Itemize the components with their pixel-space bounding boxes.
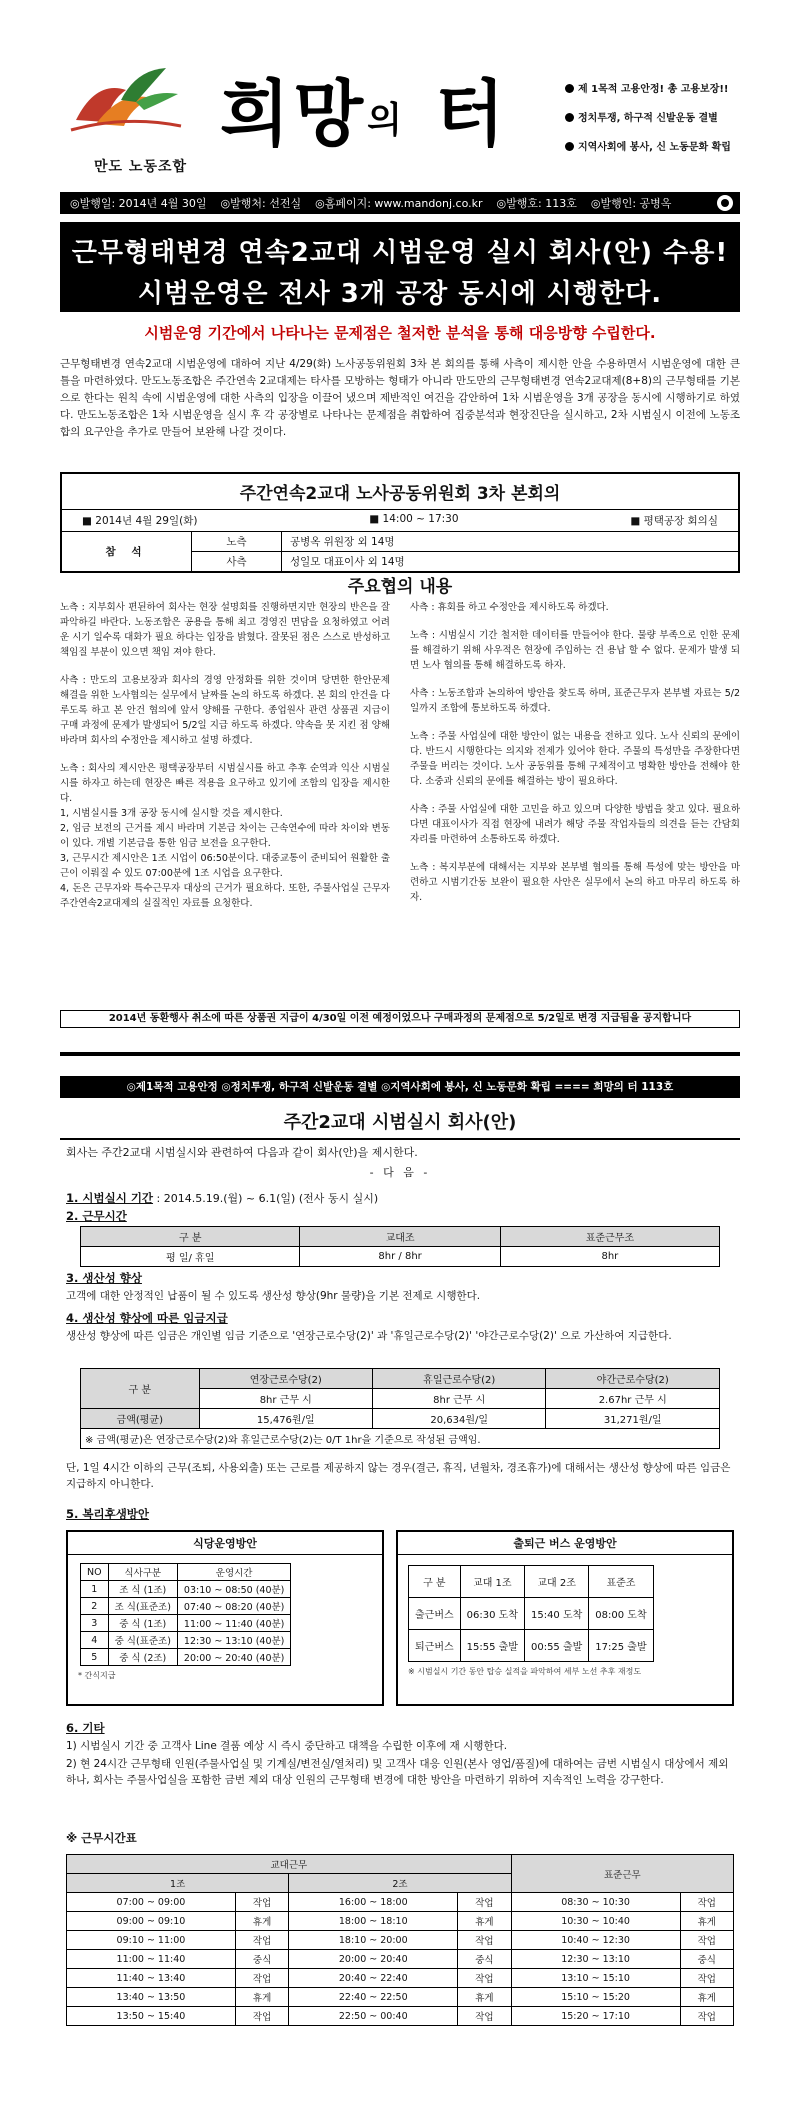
section-title: 주요협의 내용 bbox=[347, 577, 453, 597]
meeting-info-box bbox=[60, 472, 740, 573]
bullet-icon bbox=[565, 113, 574, 122]
headline-line-1: 근무형태변경 연속2교대 시범운영 실시 회사(안) 수용! bbox=[71, 238, 729, 268]
discussion-right-column bbox=[410, 600, 740, 924]
issue-number: ◎발행호: 113호 bbox=[496, 197, 577, 210]
discussion-left-column bbox=[60, 600, 390, 924]
discussion-paragraph: 사측 : 노동조합과 논의하여 방안을 찾도록 하며, 표준근무자 본부별 자료는 5/2일까지 조합에 통보하도록 하겠다. bbox=[410, 688, 740, 714]
newsletter-title bbox=[220, 71, 509, 156]
work-schedule-label: ※ 근무시간표 bbox=[66, 1831, 137, 1845]
item-1: 1. 시범실시 기간 : 2014.5.19.(월) ~ 6.1(일) (전사 동시 실시) bbox=[66, 1191, 379, 1205]
attendees bbox=[62, 532, 738, 571]
table-row: 퇴근버스 15:55 출발 00:55 출발 17:25 출발 bbox=[409, 1630, 654, 1662]
intro-paragraph: 근무형태변경 연속2교대 시범운영에 대하여 지난 4/29(화) 노사공동위원회 3차 본 회의를 통해 사측이 제시한 안을 수용하면서 시범운영에 대한 큰 틀을 마련하였다. 만도노동조합은 주간연속 2교대제는 타사를 모방하는 형태가 아니라 만도만의 근무형태변경 연속2교대제(8+8)의 근무형태를 기본으로 한다는 원칙 속에 시범운영에 대한 사측의 입장을 이끌어 냈으며 제반적인 여건을 감안하여 1차 시범운영을 3개 공장을 동시에 시행하기로 하였다. 만도노동조합은 1차 시범운영을 실시 후 각 공장별로 나타나는 문제점을 취합하여 집중분석과 현장진단을 실시하고, 2차 시범실시 이전에 노동조합의 요구안을 추가로 만들어 보완해 나갈 것이다. bbox=[60, 358, 740, 438]
table-row: 11:40 ~ 13:40 작업 20:40 ~ 22:40 작업 13:10 ~ 15:10 작업 bbox=[67, 1969, 734, 1988]
emblem-icon bbox=[716, 194, 734, 212]
meeting-title: 주간연속2교대 노사공동위원회 3차 본회의 bbox=[62, 474, 738, 510]
issue-date: ◎발행일: 2014년 4월 30일 bbox=[70, 197, 207, 210]
item-4: 4. 생산성 향상에 따른 임금지급 bbox=[66, 1311, 228, 1325]
page2-dau: - 다 음 - bbox=[369, 1166, 431, 1179]
page2-title: 주간2교대 시범실시 회사(안) bbox=[60, 1108, 740, 1140]
item-6-text-2: 2) 현 24시간 근무형태 인원(주물사업실 및 기계실/변전실/열처리) 및 고객사 대응 인원(본사 영업/품질)에 대하여는 금번 시범실시 대상에서 제외하나, 회사는 주물사업실을 포함한 금번 제외 대상 인원의 근무형태 변경에 대한 방안을 마련하기 위하여 지속적인 노력을 강구한다. bbox=[66, 1758, 729, 1786]
subheadline: 시범운영 기간에서 나타나는 문제점은 철저한 분석을 통해 대응방향 수립한다. bbox=[144, 324, 656, 342]
attendee-row-union: 노측 공병옥 위원장 외 14명 bbox=[192, 532, 738, 552]
headline-box bbox=[60, 222, 740, 312]
item-6-text-1: 1) 시범실시 기간 중 고객사 Line 결품 예상 시 즉시 중단하고 대책을 수립한 이후에 재 시행한다. bbox=[66, 1740, 508, 1752]
meeting-time: ■ 14:00 ~ 17:30 bbox=[369, 513, 459, 525]
editor: ◎발행인: 공병옥 bbox=[590, 197, 672, 210]
item-3-text: 고객에 대한 안정적인 납품이 될 수 있도록 생산성 향상(9hr 물량)을 기본 전제로 시행한다. bbox=[66, 1290, 481, 1302]
slogan-list bbox=[565, 80, 745, 167]
table-row: 5 중 식 (2조) 20:00 ~ 20:40 (40분) bbox=[81, 1649, 291, 1666]
slogan-item: 제 1목적 고용안정! 총 고용보장!! bbox=[565, 80, 745, 95]
masthead bbox=[60, 40, 740, 188]
table-row: 3 중 식 (1조) 11:00 ~ 11:40 (40분) bbox=[81, 1615, 291, 1632]
discussion-paragraph: 사측 : 주물 사업실에 대한 고민을 하고 있으며 다양한 방법을 찾고 있다. 필요하다면 대표이사가 직접 현장에 내려가 해당 주물 작업자들의 의견을 듣는 간담회 자리를 마련하여 소통하도록 하겠다. bbox=[410, 804, 740, 845]
table-row: 출근버스 06:30 도착 15:40 도착 08:00 도착 bbox=[409, 1598, 654, 1630]
bus-table: 구 분 교대 1조 교대 2조 표준조 출근버스 06:30 도착 15:40 도착 08:00 도착 퇴근버스 15:55 출발 00:55 출발 17:25 출발 bbox=[408, 1565, 654, 1662]
discussion-paragraph: 노측 : 복지부분에 대해서는 지부와 본부별 협의를 통해 특성에 맞는 방안을 마련하고 시범기간동 보완이 필요한 사안은 실무에서 논의 하고 마무리 하도록 하자. bbox=[410, 862, 740, 903]
table-row: 2 조 식(표준조) 07:40 ~ 08:20 (40분) bbox=[81, 1598, 291, 1615]
meeting-details-row bbox=[62, 510, 738, 532]
item-5: 5. 복리후생방안 bbox=[66, 1507, 150, 1521]
table-row: 13:50 ~ 15:40 작업 22:50 ~ 00:40 작업 15:20 ~ 17:10 작업 bbox=[67, 2007, 734, 2026]
bus-note: ※ 시범실시 기간 동안 탑승 실적을 파악하여 세부 노선 추후 재정도 bbox=[408, 1667, 642, 1676]
attendee-row-company: 사측 성일모 대표이사 외 14명 bbox=[192, 552, 738, 571]
item-4-extra: 단, 1일 4시간 이하의 근무(조퇴, 사용외출) 또는 근로를 제공하지 않는 경우(결근, 휴직, 년월차, 경조휴가)에 대해서는 생산성 향상에 따른 임금은 지급하지 아니한다. bbox=[66, 1462, 731, 1490]
item-2: 2. 근무시간 bbox=[66, 1209, 127, 1223]
title-part-b: 의 bbox=[367, 99, 406, 141]
page2-banner: ◎제1목적 고용안정 ◎정치투쟁, 하구적 신발운동 결별 ◎지역사회에 봉사, 신 노동문화 확립 ==== 희망의 터 113호 bbox=[60, 1076, 740, 1098]
cafeteria-box bbox=[66, 1530, 384, 1706]
headline-line-2: 시범운영은 전사 3개 공장 동시에 시행한다. bbox=[137, 279, 663, 309]
attendees-label: 참 석 bbox=[62, 532, 192, 571]
item-6: 6. 기타 bbox=[66, 1721, 105, 1735]
slogan-item: 정치투쟁, 하구적 신발운동 결별 bbox=[565, 109, 745, 124]
bus-box bbox=[396, 1530, 734, 1706]
publication-info-bar bbox=[60, 192, 740, 214]
discussion-paragraph: 노측 : 주물 사업실에 대한 방안이 없는 내용을 전하고 있다. 노사 신뢰의 문에이다. 반드시 시행한다는 의지와 전제가 있어야 한다. 주물의 특성만을 주장한다면 주물을 버리는 것이다. 노사 공동위를 통해 구체적이고 명확한 방안을 전해야 한다. 소중과 신뢰의 문에를 해결하는 방이 필요하다. bbox=[410, 731, 740, 787]
discussion-paragraph: 노측 : 지부회사 편된하여 회사는 현장 설명회를 진행하면지만 현장의 반은을 잘 파악하길 바란다. 노동조합은 공용을 통해 최고 경영진 면담을 요청하였고 어려운 시기 일수록 대화가 필요 하다는 입장을 밝혔다. 잘못된 점은 스스로 반성하고 책임질 부분이 있으면 책임 져야 한다. bbox=[60, 602, 390, 658]
title-part-c: 터 bbox=[434, 71, 509, 156]
homepage-link[interactable]: ◎홈페이지: www.mandonj.co.kr bbox=[315, 197, 483, 210]
wage-table: 구 분 연장근로수당(2) 휴일근로수당(2) 야간근로수당(2) 8hr 근무 시 8hr 근무 시 2.67hr 근무 시 금액(평균) 15,476원/일 20,634원/일 31,271원/일 ※ 금액(평균)은 연장근로수당(2)와 휴일근로수당(2)는 0/T 1hr을 기준으로 작성된 금액임. bbox=[80, 1368, 720, 1449]
bullet-icon bbox=[565, 84, 574, 93]
table-row: 13:40 ~ 13:50 휴게 22:40 ~ 22:50 휴게 15:10 ~ 15:20 휴게 bbox=[67, 1988, 734, 2007]
union-name: 만도 노동조합 bbox=[94, 159, 188, 175]
table-row: 09:00 ~ 09:10 휴게 18:00 ~ 18:10 휴게 10:30 ~ 10:40 휴게 bbox=[67, 1912, 734, 1931]
cafeteria-table: NO 식사구분 운영시간 1 조 식 (1조) 03:10 ~ 08:50 (40분) 2 조 식(표준조) 07:40 ~ 08:20 (40분) 3 중 식 (1조) 11:00 ~ 11:40 (40분) 4 중 식(표준조) 12:30 ~ 13:10 (40분) 5 중 식 (2조) 20:00 ~ 20:40 (40분) bbox=[80, 1563, 291, 1666]
discussion-paragraph: 노측 : 회사의 제시안은 평택공장부터 시범실시를 하고 추후 순역과 익산 시범실시를 하자고 하는데 현장은 빠른 적용을 요구하고 있기에 조합의 입장을 제시한다. 1, 시범실시를 3개 공장 동시에 실시할 것을 제시한다. 2, 임금 보전의 근거를 제시 바라며 기본급 차이는 근속연수에 따라 차이와 변동이 있다. 개별 기본급을 통한 임금 보전을 요구한다. 3, 근무시간 제시안은 1조 시업이 06:50분이다. 대중교통이 준비되어 원활한 출근이 이뤄질 수 있도 07:00분에 1조 시업을 요구한다. 4, 돈은 근무자와 특수근무자 대상의 근거가 필요하다. 또한, 주물사업실 근무자 주간연속2교대제의 실질적인 자료를 요청한다. bbox=[60, 763, 390, 909]
item-3: 3. 생산성 향상 bbox=[66, 1271, 142, 1285]
table-row: 1 조 식 (1조) 03:10 ~ 08:50 (40분) bbox=[81, 1581, 291, 1598]
publisher: ◎발행처: 선전실 bbox=[220, 197, 302, 210]
table-row: 4 중 식(표준조) 12:30 ~ 13:10 (40분) bbox=[81, 1632, 291, 1649]
hours-table: 구 분 교대조 표준근무조 평 일/ 휴일 8hr / 8hr 8hr bbox=[80, 1226, 720, 1267]
title-part-a: 희망 bbox=[220, 71, 368, 156]
item-4-text: 생산성 향상에 따른 임금은 개인별 임금 기준으로 '연장근로수당(2)' 과 '휴일근로수당(2)' '야간근로수당(2)' 으로 가산하여 지급한다. bbox=[66, 1330, 672, 1342]
discussion-paragraph: 사측 : 만도의 고용보장과 회사의 경영 안정화를 위한 것이며 당면한 한안문제 해결을 위한 노사협의는 실무에서 날짜를 논의 하도록 하겠다. 본 회의 안건을 다루도록 하고 본 안건 협의에 앞서 양해를 구한다. 종업원사 관련 상품권 지급이 구매 과정에 문제가 발생되어 5/2일 지급 하도록 하겠다. 약속을 못 지킨 점 양해 바라며 회사의 수정안을 제시하고 설명 하겠다. bbox=[60, 675, 390, 746]
page-divider bbox=[60, 1052, 740, 1056]
bullet-icon bbox=[565, 142, 574, 151]
table-row: 11:00 ~ 11:40 중식 20:00 ~ 20:40 중식 12:30 ~ 13:10 중식 bbox=[67, 1950, 734, 1969]
discussion-columns bbox=[60, 600, 740, 924]
notice-box: 2014년 동환행사 취소에 따른 상품권 지급이 4/30일 이전 예정이었으나 구매과정의 문제점으로 5/2일로 변경 지급됨을 공지합니다 bbox=[60, 1010, 740, 1028]
discussion-paragraph: 사측 : 휴회를 하고 수정안을 제시하도록 하겠다. bbox=[410, 602, 609, 613]
cafeteria-title: 식당운영방안 bbox=[68, 1532, 382, 1555]
bus-title: 출퇴근 버스 운영방안 bbox=[398, 1532, 732, 1555]
union-logo-icon bbox=[66, 60, 186, 140]
slogan-item: 지역사회에 봉사, 신 노동문화 확립 bbox=[565, 138, 745, 153]
meeting-date: ■ 2014년 4월 29일(화) bbox=[82, 515, 198, 527]
table-row: 09:10 ~ 11:00 작업 18:10 ~ 20:00 작업 10:40 ~ 12:30 작업 bbox=[67, 1931, 734, 1950]
cafeteria-note: * 간식지급 bbox=[78, 1671, 116, 1680]
page2-lead: 회사는 주간2교대 시범실시와 관련하여 다음과 같이 회사(안)을 제시한다. bbox=[66, 1146, 418, 1159]
work-schedule-table: 교대근무 표준근무 1조 2조 07:00 ~ 09:00 작업 16:00 ~ 18:00 작업 08:30 ~ 10:30 작업 09:00 ~ 09:10 휴게 18:00 ~ 18:10 휴게 10:30 ~ 10:40 휴게 09:10 ~ 11:00 작업 18:10 ~ 20:00 작업 10:40 ~ 12:30 작업 11:00 ~ 11:40 중식 20:00 ~ 20:40 중식 12:30 ~ 13:10 중식 11:40 ~ 13:40 작업 20:40 ~ 22:40 작업 13:10 ~ 15:10 작업 13:40 ~ 13:50 휴게 22:40 ~ 22:50 휴게 15:10 ~ 15:20 휴게 13:50 ~ 15:40 작업 22:50 ~ 00:40 작업 15:20 ~ 17:10 작업 bbox=[66, 1854, 734, 2026]
discussion-paragraph: 노측 : 시범실시 기간 철저한 데이터를 만들어야 한다. 물량 부족으로 인한 문제를 해결하기 위해 사우적은 현장에 주입하는 건 용납 할 수 없다. 문제가 발생 되면 노사 협의를 통해 해결하도록 하자. bbox=[410, 630, 740, 671]
meeting-place: ■ 평택공장 회의실 bbox=[630, 515, 718, 527]
table-row: 07:00 ~ 09:00 작업 16:00 ~ 18:00 작업 08:30 ~ 10:30 작업 bbox=[67, 1893, 734, 1912]
